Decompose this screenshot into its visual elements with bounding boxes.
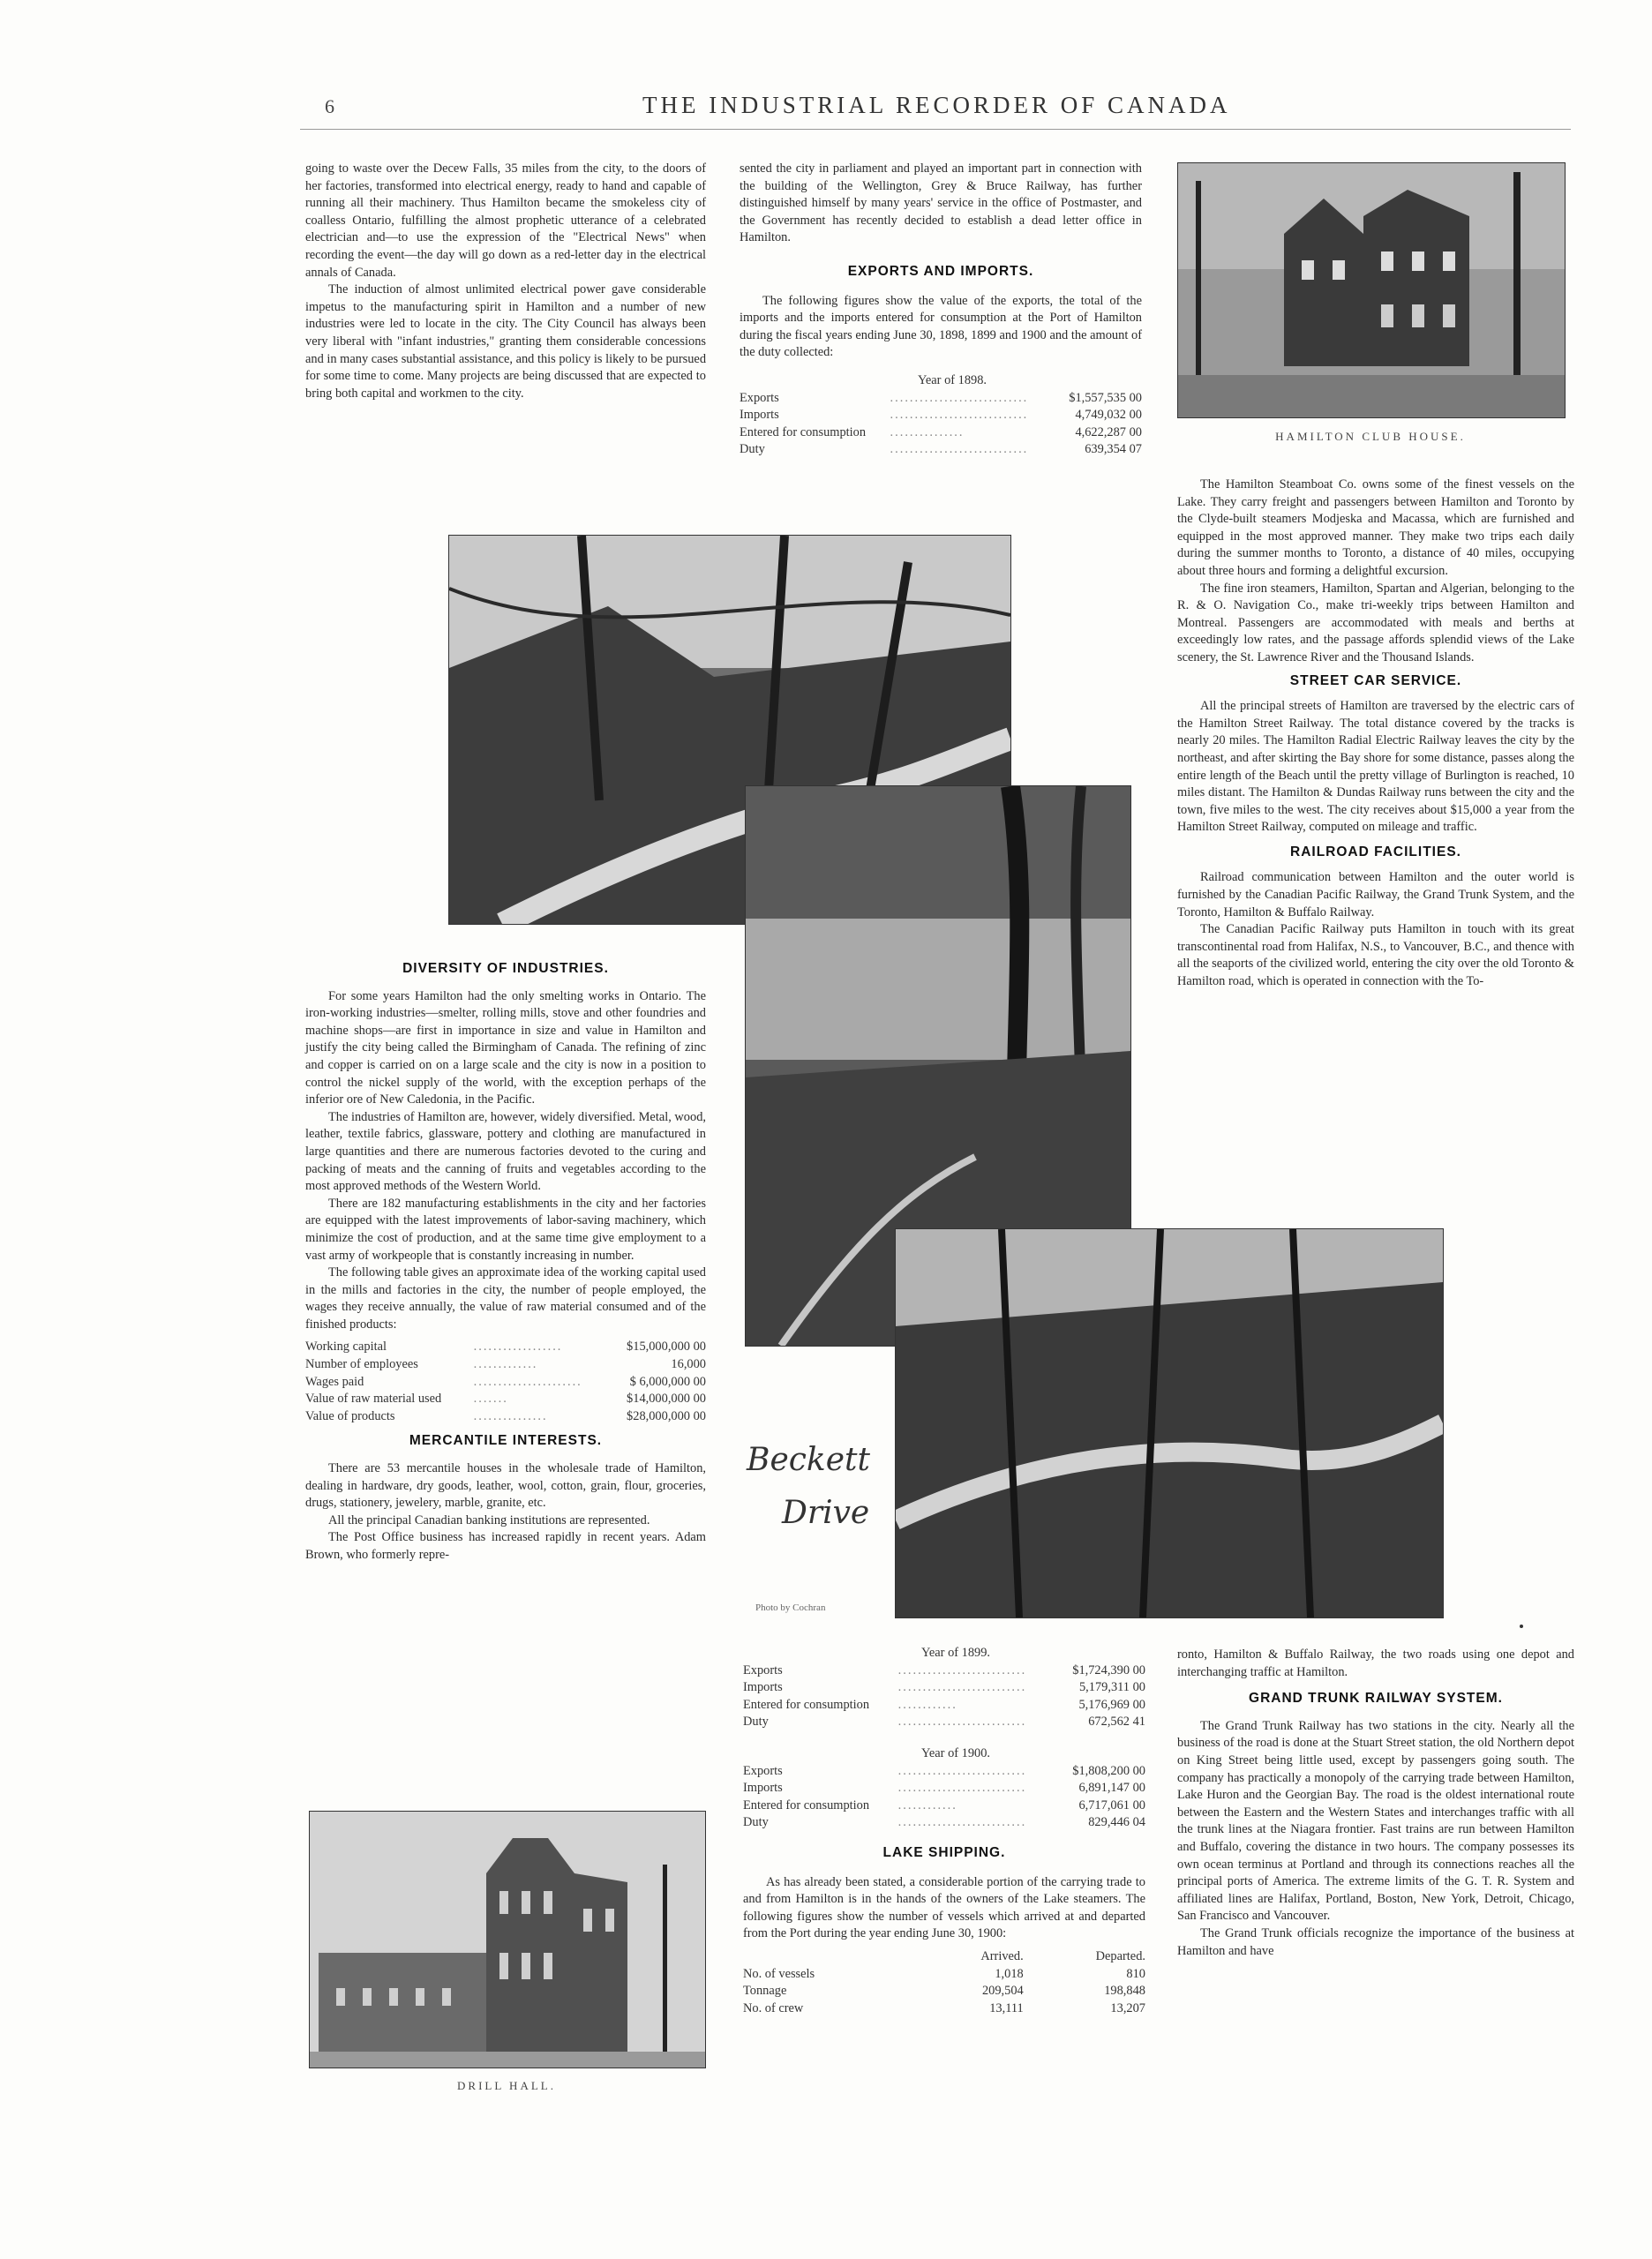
row-label: No. of vessels (743, 1966, 815, 1981)
left-top-text (305, 161, 706, 402)
hamilton-club-house-photo (1177, 162, 1566, 418)
diversity-heading: DIVERSITY OF INDUSTRIES. (402, 961, 609, 976)
row-value: 639,354 07 (1085, 442, 1142, 457)
paragraph: The fine iron steamers, Hamilton, Spartan and Algerian, belonging to the R. & O. Navigation Co., make tri-weekly trips between Hamilton and Montreal. Passengers are accommodated with meals and berths at exceedingly low rates, and the passage affords splendid views of the Lake scenery, the St. Lawrence River and the Thousand Islands. (1177, 581, 1574, 664)
drill-hall-caption: DRILL HALL. (457, 2079, 556, 2092)
paragraph: There are 182 manufacturing establishments in the city and her factories are equipped with the latest improvements of labor-saving machinery, which minimize the cost of production, and at the same time give employment to a vast army of workpeople that is constantly increasing in number. (305, 1196, 706, 1263)
street-car-heading: STREET CAR SERVICE. (1289, 672, 1462, 688)
paragraph: The Grand Trunk officials recognize the importance of the business at Hamilton and have (1177, 1925, 1574, 1958)
right-top-text (1177, 477, 1574, 991)
year-1898-title: Year of 1898. (917, 372, 987, 387)
table-row: Value of products ............... $28,000,000 00 (305, 1408, 706, 1426)
row-value: $1,557,535 00 (1069, 390, 1142, 405)
railroad-heading: RAILROAD FACILITIES. (1290, 844, 1461, 859)
row-value: 6,717,061 00 (1078, 1797, 1145, 1812)
paragraph: Railroad communication between Hamilton and the outer world is furnished by the Canadian Pacific Railway, the Grand Trunk System, and the Toronto, Hamilton & Buffalo Railway. (1177, 870, 1574, 919)
table-row: Entered for consumption ............... 4,622,287 00 (740, 424, 1142, 442)
row-value: 5,176,969 00 (1078, 1697, 1145, 1712)
left-middle-text (305, 960, 706, 1565)
row-value: 829,446 04 (1088, 1815, 1145, 1830)
row-label: Value of products (305, 1408, 395, 1423)
paragraph: going to waste over the Decew Falls, 35 miles from the city, to the doors of her factories, transformed into electrical energy, ready to hand and capable of running all their machinery. Thus Hamilton became the smokeless city of coalless Ontario, fulfilling the almost prophetic utterance of a celebrated electrician and—to use the expression of the "Electrical News" when recording the event—the day will go down as a red-letter day in the electrical annals of Canada. (305, 161, 706, 280)
row-label: Tonnage (743, 1984, 787, 1999)
row-label: Imports (740, 408, 779, 423)
row-label: Wages paid (305, 1374, 364, 1389)
middle-bottom-text (743, 1645, 1145, 2017)
row-value: $ 6,000,000 00 (629, 1374, 706, 1389)
column-header-departed: Departed. (1095, 1948, 1145, 1963)
column-header-arrived: Arrived. (980, 1948, 1024, 1963)
lake-shipping-table (743, 1948, 1145, 2017)
row-value: 4,622,287 00 (1075, 424, 1142, 439)
table-row (743, 2000, 1145, 2018)
paragraph: The Hamilton Steamboat Co. owns some of the finest vessels on the Lake. They carry freight and passengers between Hamilton and Toronto by the Clyde-built steamers Modjeska and Macassa, which are furnished and equipped in the most approved manner. They make two trips each daily during the summer months to Toronto, a distance of 40 miles, occupying about three hours and forming a delightful excursion. (1177, 477, 1574, 578)
table-row: Number of employees ............. 16,000 (305, 1356, 706, 1374)
table-row: Duty ............................ 639,354 07 (740, 441, 1142, 459)
table-row: Exports .......................... $1,724,390 00 (743, 1662, 1145, 1680)
beckett-drive-title-line1: Beckett (747, 1442, 870, 1478)
year-1900-title: Year of 1900. (920, 1745, 991, 1760)
exports-1900-table (743, 1763, 1145, 1832)
paragraph: The induction of almost unlimited electrical power gave considerable impetus to the manufacturing spirit in Hamilton and a number of new industries were led to locate in the city. The City Council has always been very liberal with "infant industries," granting them considerable concessions and in many cases substantial assistance, and this policy is likely to be pursued for some time to come. Many projects are being discussed that are expected to bring both capital and workmen to the city. (305, 282, 707, 401)
departed-value: 13,207 (1110, 2000, 1145, 2015)
beckett-drive-photo (895, 1228, 1444, 1618)
row-value: 16,000 (671, 1357, 706, 1372)
row-label: Value of raw material used (305, 1392, 442, 1407)
paragraph: sented the city in parliament and played an important part in connection with the building of the Wellington, Grey & Bruce Railway, has further distinguished himself by many years' service in the office of Postmaster, and the Government has recently decided to establish a dead letter office in Hamilton. (740, 161, 1142, 245)
year-1899-title: Year of 1899. (920, 1646, 991, 1660)
arrived-value: 13,111 (989, 2000, 1024, 2015)
row-label: Number of employees (305, 1357, 418, 1372)
table-row: Value of raw material used ....... $14,000,000 00 (305, 1391, 706, 1408)
table-row: Working capital .................. $15,000,000 00 (305, 1339, 706, 1356)
row-label: Imports (743, 1781, 783, 1796)
row-label: Exports (743, 1763, 783, 1778)
paragraph: The Post Office business has increased rapidly in recent years. Adam Brown, who formerly repre- (305, 1530, 706, 1562)
paragraph: All the principal streets of Hamilton are traversed by the electric cars of the Hamilton Street Railway. The total distance covered by the tracks is nearly 20 miles. The Hamilton Radial Electric Railway leaves the city by the northeast, and after skirting the Bay shore for some distance, passes along the entire length of the Beach until the pretty village of Burlington is reached, 10 miles distant. The Hamilton & Dundas Railway runs between the city and the town, five miles to the west. The city receives about $15,000 a year from the Hamilton Street Railway, computed on mileage and traffic. (1177, 699, 1574, 835)
row-label: Exports (740, 390, 779, 405)
row-value: $28,000,000 00 (627, 1408, 706, 1423)
table-row: Imports .......................... 6,891,147 00 (743, 1780, 1145, 1797)
grand-trunk-heading: GRAND TRUNK RAILWAY SYSTEM. (1249, 1691, 1503, 1707)
lake-shipping-heading: LAKE SHIPPING. (882, 1844, 1006, 1860)
table-row: Entered for consumption ............ 6,717,061 00 (743, 1797, 1145, 1815)
table-row: Imports ............................ 4,749,032 00 (740, 407, 1142, 424)
beckett-drive-title-line2: Drive (782, 1495, 870, 1531)
paragraph: The Canadian Pacific Railway puts Hamilton in touch with its great transcontinental road from Halifax, N.S., to Vancouver, B.C., and thence with all the seaports of the civilized world, entering the city over the old Toronto & Hamilton road, which is operated in connection with the To- (1177, 922, 1574, 989)
header-rule (300, 129, 1571, 130)
table-row: Wages paid ...................... $ 6,000,000 00 (305, 1374, 706, 1392)
mercantile-heading: MERCANTILE INTERESTS. (409, 1433, 603, 1449)
row-label: No. of crew (743, 2000, 804, 2015)
row-label: Working capital (305, 1340, 387, 1355)
table-row (743, 1966, 1145, 1984)
table-header-row (743, 1948, 1145, 1966)
exports-1898-table (740, 390, 1142, 459)
row-label: Duty (740, 442, 765, 457)
row-value: $1,808,200 00 (1072, 1763, 1145, 1778)
paragraph: All the principal Canadian banking institutions are represented. (328, 1512, 650, 1527)
table-row: Duty .......................... 672,562 41 (743, 1714, 1145, 1731)
table-row (743, 1983, 1145, 2000)
table-row: Exports ............................ $1,557,535 00 (740, 390, 1142, 408)
table-row: Duty .......................... 829,446 04 (743, 1814, 1145, 1832)
industries-table (305, 1339, 706, 1425)
arrived-value: 1,018 (995, 1966, 1024, 1981)
drill-hall-photo (309, 1811, 706, 2068)
departed-value: 198,848 (1104, 1984, 1145, 1999)
exports-heading: EXPORTS AND IMPORTS. (847, 263, 1034, 279)
club-house-caption: HAMILTON CLUB HOUSE. (1275, 430, 1466, 443)
exports-intro: The following figures show the value of the exports, the total of the imports and the imports entered for consumption at the Port of Hamilton during the fiscal years ending June 30, 1898, 1899 and 1900 and the amount of the duty collected: (740, 293, 1142, 360)
paragraph: The following table gives an approximate idea of the working capital used in the mills and factories in the city, the number of people employed, the wages they receive annually, the value of raw material consumed and of the finished products: (305, 1265, 706, 1332)
table-row: Imports .......................... 5,179,311 00 (743, 1679, 1145, 1697)
departed-value: 810 (1126, 1966, 1145, 1981)
row-value: 4,749,032 00 (1075, 408, 1142, 423)
lake-shipping-intro: As has already been stated, a considerable portion of the carrying trade to and from Hamilton is in the hands of the owners of the Lake steamers. The following figures show the number of vessels which arrived at and departed from the Port during the year ending June 30, 1900: (743, 1874, 1145, 1941)
row-value: $15,000,000 00 (627, 1340, 706, 1355)
publication-title: THE INDUSTRIAL RECORDER OF CANADA (642, 92, 1231, 118)
exports-1899-table (743, 1662, 1145, 1731)
arrived-value: 209,504 (981, 1984, 1024, 1999)
right-bottom-text (1177, 1647, 1574, 1960)
row-label: Entered for consumption (740, 424, 867, 439)
row-label: Duty (743, 1715, 769, 1730)
row-label: Entered for consumption (743, 1797, 870, 1812)
middle-top-text (740, 161, 1142, 459)
row-value: $14,000,000 00 (627, 1392, 706, 1407)
table-row: Exports .......................... $1,808,200 00 (743, 1763, 1145, 1781)
row-value: 5,179,311 00 (1078, 1680, 1145, 1695)
row-label: Imports (743, 1680, 783, 1695)
photo-credit: Photo by Cochran (755, 1602, 826, 1613)
row-value: 6,891,147 00 (1078, 1781, 1145, 1796)
page-number: 6 (325, 95, 334, 117)
paragraph: The Grand Trunk Railway has two stations in the city. Nearly all the business of the road is done at the Stuart Street station, the old Northern depot on King Street being little used, except by passengers going south. The company has practically a monopoly of the carrying trade between Hamilton, Lake Huron and the Georgian Bay. The road is the oldest international route between the Eastern and the Western States and interchanges traffic with all the trunk lines at the Niagara frontier. Fast trains are run between Hamilton and Buffalo, covering the distance in two hours. The company possesses its own ocean terminus at Portland and through its connections reaches all the principal ports of America. The extreme limits of the G. T. R. System and affiliated lines are Halifax, Portland, Boston, New York, Detroit, Chicago, San Francisco and Vancouver. (1177, 1718, 1574, 1924)
row-label: Duty (743, 1815, 769, 1830)
row-label: Exports (743, 1662, 783, 1677)
paragraph: For some years Hamilton had the only smelting works in Ontario. The iron-working industries—smelter, rolling mills, stove and other foundries and machine shops—are first in importance in size and value in Hamilton and justify the city being called the Birmingham of Canada. The refining of zinc and copper is carried on on a large scale and the city is now in a position to control the nickel supply of the world, with the exception perhaps of the inferior ore of New Caledonia, in the Pacific. (305, 988, 706, 1107)
table-row: Entered for consumption ............ 5,176,969 00 (743, 1697, 1145, 1715)
row-label: Entered for consumption (743, 1697, 870, 1712)
row-value: 672,562 41 (1088, 1715, 1145, 1730)
paragraph: There are 53 mercantile houses in the wholesale trade of Hamilton, dealing in hardware, dry goods, leather, wool, cotton, grain, flour, groceries, drugs, stationery, jewelery, marble, granite, etc. (305, 1461, 706, 1511)
paragraph: The industries of Hamilton are, however, widely diversified. Metal, wood, leather, textile fabrics, glassware, pottery and clothing are manufactured in large quantities and there are numerous factories devoted to the curing and packing of meats and the canning of fruits and vegetables according to the most approved methods of the Western World. (305, 1109, 706, 1194)
paragraph: ronto, Hamilton & Buffalo Railway, the two roads using one depot and interchanging traffic at Hamilton. (1177, 1647, 1574, 1679)
row-value: $1,724,390 00 (1072, 1662, 1145, 1677)
bullet-mark (1520, 1625, 1523, 1628)
